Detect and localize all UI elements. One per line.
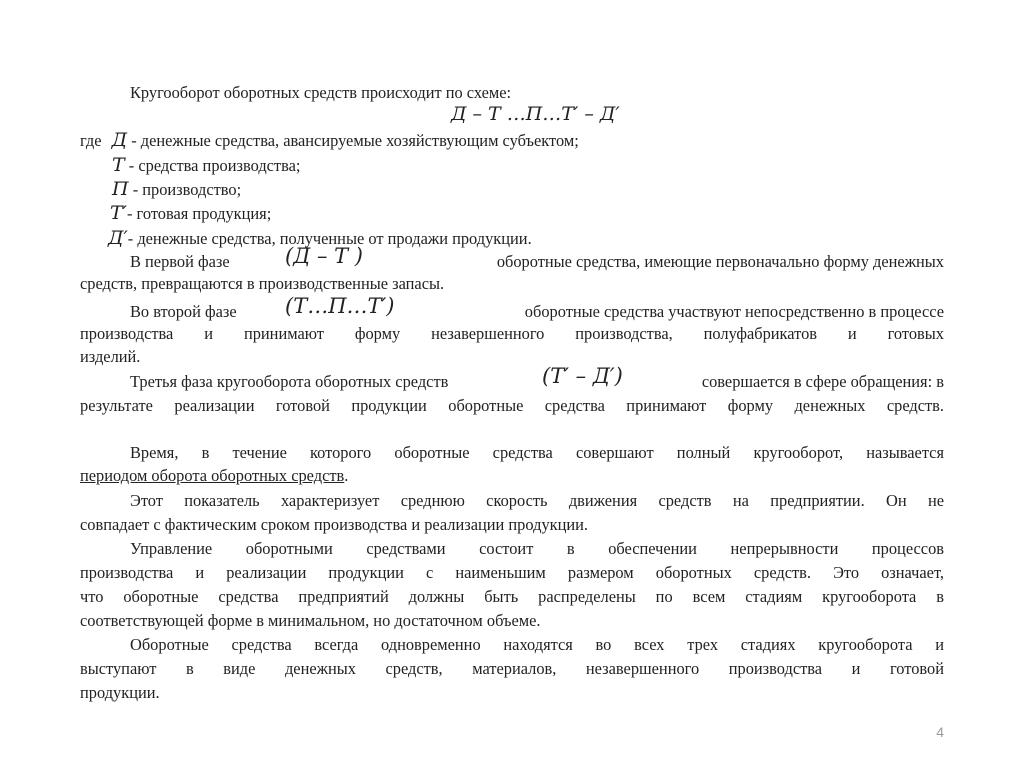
management-line4: соответствующей форме в минимальном, но достаточном объеме. xyxy=(80,611,541,630)
definition-text: - денежные средства, авансируемые хозяйствующим субъектом; xyxy=(131,131,579,150)
phase3-lead: Третья фаза кругооборота оборотных средств xyxy=(130,372,449,391)
definition-symbol: Т xyxy=(112,154,125,176)
phase1-rest: оборотные средства, имеющие первоначально форму денежных xyxy=(496,252,944,271)
period-term-end: . xyxy=(344,466,349,485)
phase1-formula: (Д – Т ) xyxy=(285,244,363,268)
definition-means xyxy=(112,154,976,177)
management-line1: Управление оборотными средствами состоит в обеспечении непрерывности процессов xyxy=(130,539,944,558)
phase2-line3: изделий. xyxy=(80,347,141,366)
definition-revenue xyxy=(108,227,972,250)
definition-symbol: Т′ xyxy=(110,202,127,224)
phase2-formula: (Т…П…Т′) xyxy=(285,294,395,318)
definition-text: - денежные средства, полученные от продажи продукции. xyxy=(127,229,532,248)
stages-line1: Оборотные средства всегда одновременно находятся во всех трех стадиях кругооборота и xyxy=(130,635,944,654)
phase2-line2: производства и принимают форму незавершенного производства, полуфабрикатов и готовых xyxy=(80,324,944,343)
definition-text: - средства производства; xyxy=(128,156,301,175)
phase2-line1 xyxy=(130,294,944,323)
period-line2 xyxy=(80,464,944,487)
phase2-lead: Во второй фазе xyxy=(130,302,237,321)
period-term: периодом оборота оборотных средств xyxy=(80,466,345,485)
phase1-line2: средств, превращаются в производственные запасы. xyxy=(80,274,445,293)
definition-production xyxy=(112,178,976,201)
definition-text: - готовая продукция; xyxy=(127,204,272,223)
management-line2: производства и реализации продукции с наименьшим размером оборотных средств. Это означает, xyxy=(80,563,944,582)
phase2-rest: оборотные средства участвуют непосредственно в процессе xyxy=(524,302,944,321)
definition-symbol: Д′ xyxy=(108,227,128,249)
page-number: 4 xyxy=(936,724,944,740)
management-line3: что оборотные средства предприятий должны быть распределены по всем стадиям кругооборота в xyxy=(80,587,944,606)
definition-symbol: Д xyxy=(111,129,128,151)
phase3-formula: (Т′ – Д′) xyxy=(542,364,623,388)
phase3-rest: совершается в сфере обращения: в xyxy=(701,372,944,391)
phase3-line2: результате реализации готовой продукции оборотные средства принимают форму денежных средств. xyxy=(80,396,944,415)
definition-money xyxy=(80,129,944,152)
definition-text: - производство; xyxy=(132,180,242,199)
definition-symbol: П xyxy=(112,178,129,200)
indicator-line1: Этот показатель характеризует среднюю скорость движения средств на предприятии. Он не xyxy=(130,491,944,510)
definition-finished-goods xyxy=(110,202,974,225)
scheme-intro: Кругооборот оборотных средств происходит по схеме: xyxy=(130,83,512,102)
indicator-line2: совпадает с фактическим сроком производства и реализации продукции. xyxy=(80,515,589,534)
phase1-line1 xyxy=(130,244,944,273)
definition-prefix: где xyxy=(80,131,102,150)
stages-line3: продукции. xyxy=(80,683,160,702)
period-line1: Время, в течение которого оборотные средства совершают полный кругооборот, называется xyxy=(130,443,944,462)
stages-line2: выступают в виде денежных средств, материалов, незавершенного производства и готовой xyxy=(80,659,944,678)
phase1-lead: В первой фазе xyxy=(130,252,230,271)
scheme-formula: Д – Т …П…Т′ – Д′ xyxy=(451,103,620,125)
phase3-line1 xyxy=(130,364,944,393)
